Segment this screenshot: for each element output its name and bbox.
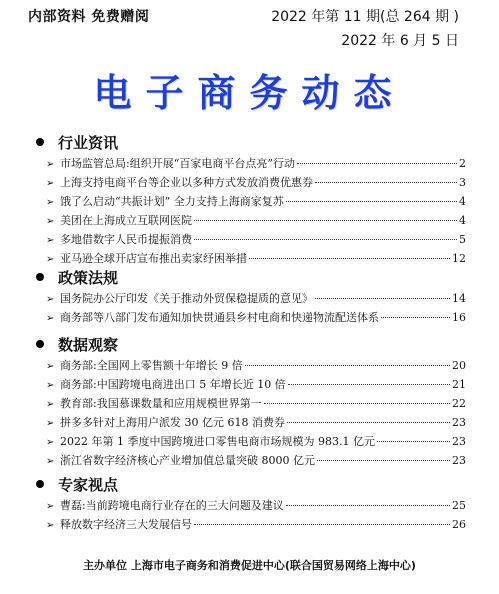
dot-leader: [194, 524, 450, 525]
toc-page-number: 2: [459, 157, 466, 170]
toc-page-number: 23: [452, 454, 466, 467]
dot-leader: [315, 182, 457, 183]
toc-item[interactable]: [36, 212, 466, 231]
toc-item[interactable]: [36, 193, 466, 212]
toc-page-number: 26: [452, 518, 466, 531]
publisher-footer: 主办单位 上海市电子商务和消费促进中心(联合国贸易网络上海中心): [83, 559, 416, 572]
arrow-bullet-icon: ➢: [46, 159, 55, 170]
arrow-bullet-icon: ➢: [46, 235, 55, 246]
bullet-dot-icon: [36, 273, 44, 281]
dot-leader: [287, 422, 450, 423]
toc-page-number: 20: [452, 359, 466, 372]
toc-item-title: 市场监管总局:组织开展“百家电商平台点亮”行动: [60, 157, 295, 170]
section-header: [36, 473, 466, 495]
toc-item-title: 商务部等八部门发布通知加快贯通县乡村电商和快递物流配送体系: [60, 311, 379, 324]
toc-item-title: 国务院办公厅印发《关于推动外贸保稳提质的意见》: [60, 292, 313, 305]
header-left-label: 内部资料 免费赠阅: [28, 9, 150, 25]
section-title: 行业资讯: [58, 133, 119, 152]
arrow-bullet-icon: ➢: [46, 520, 55, 531]
arrow-bullet-icon: ➢: [46, 437, 55, 448]
toc-item-title: 2022 年第 1 季度中国跨境进口零售电商市场规模为 983.1 亿元: [60, 435, 375, 448]
arrow-bullet-icon: ➢: [46, 380, 55, 391]
section-expert-views: [36, 473, 466, 535]
toc-item[interactable]: [36, 395, 466, 414]
arrow-bullet-icon: ➢: [46, 216, 55, 227]
masthead-title: 电子商务动态: [93, 71, 406, 115]
toc-item[interactable]: [36, 290, 466, 309]
toc-item-title: 亚马逊全球开店宣布推出卖家纾困举措: [60, 252, 247, 265]
toc-page-number: 23: [452, 435, 466, 448]
toc-page-number: 21: [452, 378, 466, 391]
toc-page-number: 23: [452, 416, 466, 429]
toc-item[interactable]: [36, 414, 466, 433]
section-title: 政策法规: [58, 268, 119, 287]
section-title: 专家视点: [58, 475, 119, 494]
issue-number: 2022 年第 11 期(总 264 期 ): [271, 9, 459, 25]
toc-item-title: 美团在上海成立互联网医院: [60, 214, 192, 227]
toc-page-number: 4: [459, 195, 466, 208]
toc-item[interactable]: [36, 497, 466, 516]
bullet-dot-icon: [36, 340, 44, 348]
toc-item[interactable]: [36, 357, 466, 376]
toc-item-title: 拼多多针对上海用户派发 30 亿元 618 消费券: [60, 416, 285, 429]
toc-page-number: 16: [452, 311, 466, 324]
section-policy-regulations: [36, 266, 466, 328]
toc-item[interactable]: [36, 376, 466, 395]
toc-item[interactable]: [36, 452, 466, 471]
arrow-bullet-icon: ➢: [46, 399, 55, 410]
dot-leader: [286, 505, 450, 506]
dot-leader: [381, 317, 450, 318]
toc-item-title: 浙江省数字经济核心产业增加值总量突破 8000 亿元: [60, 454, 315, 467]
toc-page-number: 14: [452, 292, 466, 305]
toc-page-number: 12: [452, 252, 466, 265]
toc-page-number: 25: [452, 499, 466, 512]
dot-leader: [288, 384, 450, 385]
toc-item-title: 商务部:中国跨境电商进出口 5 年增长近 10 倍: [60, 378, 286, 391]
dot-leader: [317, 460, 450, 461]
arrow-bullet-icon: ➢: [46, 313, 55, 324]
toc-item-title: 教育部:我国慕课数量和应用规模世界第一: [60, 397, 262, 410]
arrow-bullet-icon: ➢: [46, 418, 55, 429]
toc-page-number: 5: [459, 233, 466, 246]
dot-leader: [264, 403, 450, 404]
arrow-bullet-icon: ➢: [46, 178, 55, 189]
dot-leader: [249, 258, 450, 259]
section-title: 数据观察: [58, 335, 119, 354]
dot-leader: [245, 365, 450, 366]
toc-item-title: 曹磊:当前跨境电商行业存在的三大问题及建议: [60, 499, 284, 512]
section-industry-news: [36, 131, 466, 269]
toc-item[interactable]: [36, 309, 466, 328]
dot-leader: [377, 441, 450, 442]
arrow-bullet-icon: ➢: [46, 361, 55, 372]
toc-item-title: 释放数字经济三大发展信号: [60, 518, 192, 531]
dot-leader: [194, 239, 457, 240]
toc-item[interactable]: [36, 231, 466, 250]
toc-item[interactable]: [36, 433, 466, 452]
toc-item-title: 商务部:全国网上零售额十年增长 9 倍: [60, 359, 243, 372]
toc-item-title: 上海支持电商平台等企业以多种方式发放消费优惠券: [60, 176, 313, 189]
arrow-bullet-icon: ➢: [46, 254, 55, 265]
toc-item-title: 饿了么启动“共振计划” 全力支持上海商家复苏: [60, 195, 284, 208]
toc-item[interactable]: [36, 516, 466, 535]
toc-item[interactable]: [36, 155, 466, 174]
dot-leader: [315, 298, 450, 299]
section-header: [36, 131, 466, 153]
arrow-bullet-icon: ➢: [46, 197, 55, 208]
section-data-observation: [36, 333, 466, 471]
bullet-dot-icon: [36, 480, 44, 488]
dot-leader: [297, 163, 457, 164]
bullet-dot-icon: [36, 138, 44, 146]
toc-page-number: 22: [452, 397, 466, 410]
dot-leader: [286, 201, 457, 202]
dot-leader: [194, 220, 457, 221]
arrow-bullet-icon: ➢: [46, 456, 55, 467]
section-header: [36, 333, 466, 355]
toc-page-number: 4: [459, 214, 466, 227]
toc-page-number: 3: [459, 176, 466, 189]
arrow-bullet-icon: ➢: [46, 294, 55, 305]
issue-date: 2022 年 6 月 5 日: [341, 33, 459, 49]
arrow-bullet-icon: ➢: [46, 501, 55, 512]
section-header: [36, 266, 466, 288]
toc-item-title: 多地借数字人民币提振消费: [60, 233, 192, 246]
toc-item[interactable]: [36, 174, 466, 193]
